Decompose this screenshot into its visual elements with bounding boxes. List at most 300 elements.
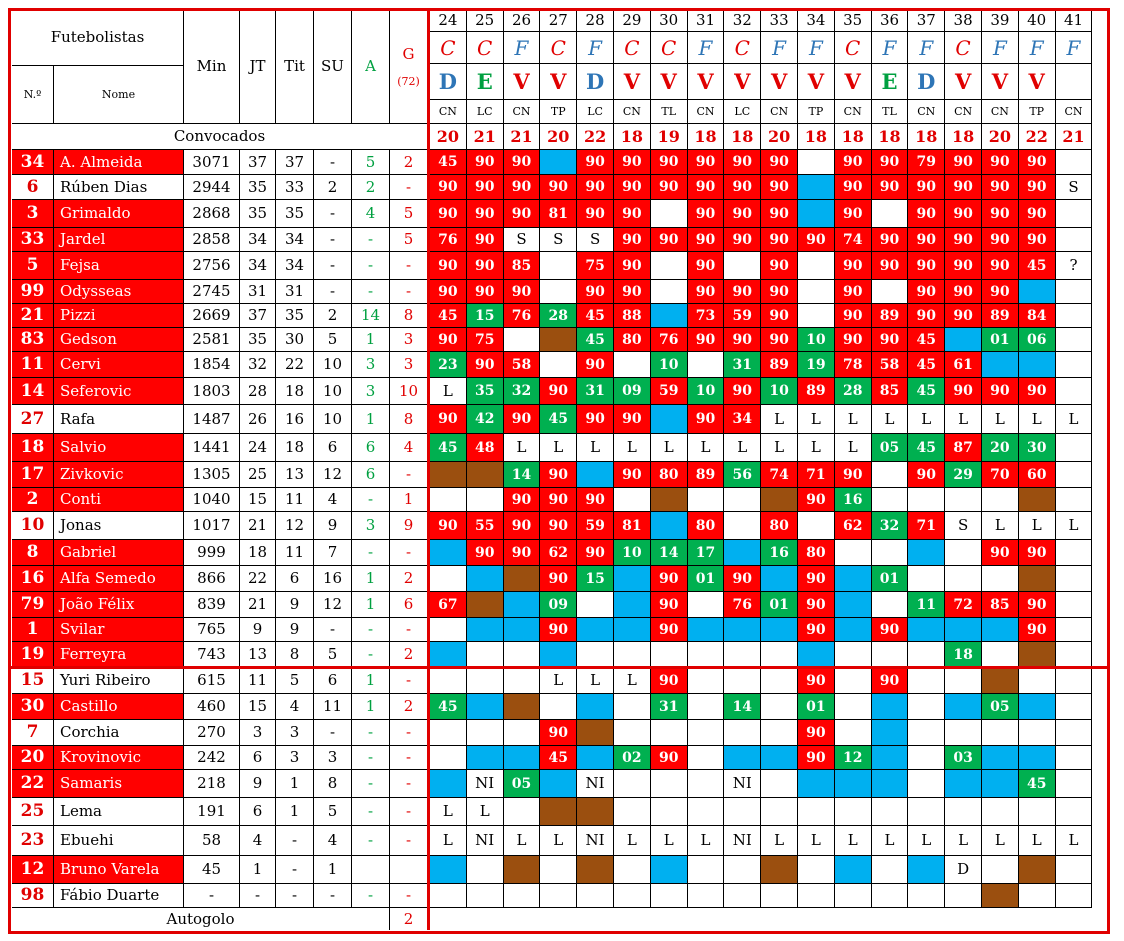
player-name: Alfa Semedo: [54, 566, 184, 592]
match-cell-minutes: 90: [724, 228, 761, 252]
match-cell-minutes-sub: 05: [872, 434, 909, 462]
player-minutes: 3071: [184, 150, 240, 175]
player-starts: 16: [276, 405, 314, 434]
match-cell-minutes: 90: [761, 328, 798, 352]
match-cell-note: L: [945, 826, 982, 856]
player-starts: 11: [276, 540, 314, 566]
player-name: Lema: [54, 798, 184, 826]
match-number: 38: [945, 10, 982, 32]
player-number: 30: [12, 694, 54, 720]
player-name: Conti: [54, 488, 184, 512]
match-cell-minutes: 80: [761, 512, 798, 540]
match-cell-minutes-sub: 45: [908, 378, 945, 405]
match-convocados: 18: [798, 124, 835, 150]
player-number: 11: [12, 352, 54, 378]
player-number: 15: [12, 668, 54, 694]
player-number: 25: [12, 798, 54, 826]
player-number: 21: [12, 304, 54, 328]
match-cell-minutes: 60: [1019, 462, 1056, 488]
header-su: SU: [314, 10, 352, 124]
match-cell-minutes: 90: [577, 200, 614, 228]
match-competition: CN: [614, 100, 651, 124]
match-cell-note: L: [651, 826, 688, 856]
match-competition: TL: [651, 100, 688, 124]
match-cell-minutes: 45: [430, 150, 467, 175]
match-venue: F: [504, 32, 541, 64]
match-cell-minutes-sub: 35: [467, 378, 504, 405]
match-competition: CN: [430, 100, 467, 124]
player-goals: 3: [390, 352, 428, 378]
match-cell-minutes: 90: [1019, 540, 1056, 566]
match-cell-minutes-sub: 10: [651, 352, 688, 378]
match-cell-note: L: [798, 826, 835, 856]
match-cell-minutes: 71: [798, 462, 835, 488]
match-cell-minutes: 90: [798, 566, 835, 592]
player-starts: 18: [276, 378, 314, 405]
match-cell-minutes-sub: 30: [1019, 434, 1056, 462]
match-cell-minutes: 90: [1019, 378, 1056, 405]
player-assists: -: [352, 252, 390, 280]
match-cell-minutes: 45: [908, 328, 945, 352]
match-cell-minutes: 90: [945, 378, 982, 405]
player-name: Salvio: [54, 434, 184, 462]
player-goals: -: [390, 884, 428, 908]
match-cell-minutes: 90: [504, 175, 541, 200]
match-cell-minutes-sub: 01: [872, 566, 909, 592]
match-cell-note: L: [724, 434, 761, 462]
match-cell-minutes: 80: [688, 512, 725, 540]
match-cell-minutes: 90: [614, 175, 651, 200]
match-cell-minutes: 90: [430, 252, 467, 280]
player-games: 35: [240, 328, 276, 352]
player-games: 3: [240, 720, 276, 746]
match-cell-minutes-sub: 17: [688, 540, 725, 566]
match-convocados: 21: [1056, 124, 1093, 150]
player-games: 18: [240, 540, 276, 566]
match-cell-minutes: 90: [467, 150, 504, 175]
match-competition: LC: [724, 100, 761, 124]
match-cell-minutes-sub: 56: [724, 462, 761, 488]
match-cell-note: NI: [724, 826, 761, 856]
player-minutes: 2858: [184, 228, 240, 252]
player-subs: 4: [314, 826, 352, 856]
match-cell-note: L: [982, 512, 1019, 540]
match-cell-note: L: [540, 434, 577, 462]
match-convocados: 22: [577, 124, 614, 150]
player-number: 17: [12, 462, 54, 488]
match-cell-minutes: 90: [1019, 175, 1056, 200]
header-assists: A: [352, 10, 390, 124]
player-goals: 10: [390, 378, 428, 405]
match-cell-minutes: 90: [872, 228, 909, 252]
player-goals: 2: [390, 642, 428, 668]
match-cell-minutes-sub: 31: [724, 352, 761, 378]
match-cell-minutes-sub: 23: [430, 352, 467, 378]
match-cell-minutes-sub: 45: [540, 405, 577, 434]
match-venue: C: [430, 32, 467, 64]
match-cell-note: L: [1056, 405, 1093, 434]
player-subs: 10: [314, 405, 352, 434]
match-venue: C: [945, 32, 982, 64]
match-cell-minutes: 90: [835, 200, 872, 228]
match-result: V: [835, 64, 872, 100]
player-minutes: 1803: [184, 378, 240, 405]
match-cell-minutes: 90: [467, 228, 504, 252]
player-assists: 1: [352, 566, 390, 592]
match-cell-minutes: 74: [835, 228, 872, 252]
player-name: Svilar: [54, 618, 184, 642]
match-cell-minutes: 55: [467, 512, 504, 540]
match-result: V: [651, 64, 688, 100]
match-cell-minutes: 89: [688, 462, 725, 488]
player-number: 6: [12, 175, 54, 200]
match-cell-minutes: 89: [982, 304, 1019, 328]
match-venue: C: [724, 32, 761, 64]
match-cell-minutes: 90: [577, 405, 614, 434]
player-starts: 13: [276, 462, 314, 488]
player-subs: 8: [314, 770, 352, 798]
match-number: 33: [761, 10, 798, 32]
match-cell-minutes: 90: [614, 252, 651, 280]
match-cell-minutes: 67: [430, 592, 467, 618]
match-convocados: 18: [614, 124, 651, 150]
match-cell-minutes-sub: 42: [467, 405, 504, 434]
match-cell-minutes: 78: [835, 352, 872, 378]
player-minutes: 2745: [184, 280, 240, 304]
match-cell-minutes-sub: 06: [1019, 328, 1056, 352]
match-cell-note: L: [540, 668, 577, 694]
player-minutes: 1017: [184, 512, 240, 540]
match-cell-minutes: 76: [430, 228, 467, 252]
match-cell-minutes: 90: [504, 150, 541, 175]
player-assists: 1: [352, 668, 390, 694]
match-number: 39: [982, 10, 1019, 32]
player-assists: 3: [352, 512, 390, 540]
match-number: 30: [651, 10, 688, 32]
player-number: 10: [12, 512, 54, 540]
match-cell-minutes: 90: [688, 280, 725, 304]
player-goals: 2: [390, 694, 428, 720]
player-minutes: 218: [184, 770, 240, 798]
match-cell-note: ?: [1056, 252, 1093, 280]
match-cell-minutes: 90: [688, 228, 725, 252]
player-games: 21: [240, 592, 276, 618]
player-assists: -: [352, 884, 390, 908]
match-cell-minutes: 90: [504, 512, 541, 540]
match-cell-note: L: [614, 434, 651, 462]
player-games: 21: [240, 512, 276, 540]
match-cell-note: NI: [467, 826, 504, 856]
match-cell-minutes: 90: [835, 175, 872, 200]
player-number: 16: [12, 566, 54, 592]
match-cell-minutes: 90: [835, 304, 872, 328]
player-assists: -: [352, 720, 390, 746]
match-cell-minutes: 90: [651, 150, 688, 175]
player-minutes: 242: [184, 746, 240, 770]
player-number: 33: [12, 228, 54, 252]
match-cell-minutes-sub: 03: [945, 746, 982, 770]
player-starts: 30: [276, 328, 314, 352]
player-assists: 1: [352, 328, 390, 352]
match-competition: CN: [945, 100, 982, 124]
match-cell-minutes-sub: 45: [577, 328, 614, 352]
match-cell-minutes: 90: [614, 405, 651, 434]
player-minutes: 2868: [184, 200, 240, 228]
match-cell-minutes: 90: [982, 252, 1019, 280]
autogolo-goals: 2: [390, 908, 428, 930]
match-cell-note: S: [540, 228, 577, 252]
match-competition: CN: [1056, 100, 1093, 124]
match-number: 36: [872, 10, 909, 32]
header-number: N.º: [12, 66, 54, 124]
match-venue: F: [872, 32, 909, 64]
match-result: V: [761, 64, 798, 100]
player-subs: -: [314, 280, 352, 304]
player-starts: -: [276, 826, 314, 856]
player-number: 14: [12, 378, 54, 405]
player-goals: -: [390, 668, 428, 694]
player-minutes: 460: [184, 694, 240, 720]
match-cell-minutes: 90: [467, 252, 504, 280]
player-name: Gabriel: [54, 540, 184, 566]
match-cell-minutes: 90: [945, 252, 982, 280]
match-convocados: 20: [430, 124, 467, 150]
match-cell-minutes-sub: 12: [835, 746, 872, 770]
player-starts: 31: [276, 280, 314, 304]
player-starts: 1: [276, 770, 314, 798]
player-subs: 12: [314, 592, 352, 618]
player-subs: -: [314, 720, 352, 746]
player-goals: -: [390, 618, 428, 642]
match-cell-minutes-sub: 10: [614, 540, 651, 566]
player-minutes: 270: [184, 720, 240, 746]
match-cell-minutes: 90: [798, 668, 835, 694]
match-cell-minutes: 90: [761, 150, 798, 175]
player-assists: -: [352, 280, 390, 304]
player-number: 27: [12, 405, 54, 434]
match-cell-note: NI: [577, 826, 614, 856]
match-cell-note: D: [945, 856, 982, 884]
match-number: 40: [1019, 10, 1056, 32]
player-subs: 3: [314, 746, 352, 770]
match-venue: C: [467, 32, 504, 64]
match-cell-minutes-sub: 14: [651, 540, 688, 566]
player-games: 35: [240, 175, 276, 200]
player-goals: 8: [390, 405, 428, 434]
player-minutes: 2944: [184, 175, 240, 200]
player-minutes: -: [184, 884, 240, 908]
player-minutes: 866: [184, 566, 240, 592]
player-name: Ferreyra: [54, 642, 184, 668]
match-cell-note: L: [835, 405, 872, 434]
match-cell-minutes: 90: [982, 280, 1019, 304]
player-number: 79: [12, 592, 54, 618]
match-cell-minutes: 90: [872, 668, 909, 694]
match-result: D: [908, 64, 945, 100]
match-cell-minutes: 90: [872, 150, 909, 175]
match-competition: TL: [872, 100, 909, 124]
match-cell-minutes: 90: [577, 175, 614, 200]
table-frame: [8, 8, 1110, 934]
match-cell-minutes: 90: [761, 228, 798, 252]
match-cell-minutes: 88: [614, 304, 651, 328]
match-convocados: 20: [540, 124, 577, 150]
player-games: 4: [240, 826, 276, 856]
match-cell-minutes: 80: [798, 540, 835, 566]
player-name: Fejsa: [54, 252, 184, 280]
match-cell-minutes: 45: [1019, 252, 1056, 280]
player-assists: -: [352, 488, 390, 512]
match-cell-minutes: 90: [1019, 228, 1056, 252]
player-number: 98: [12, 884, 54, 908]
match-cell-minutes: 90: [540, 566, 577, 592]
match-cell-minutes: 90: [982, 175, 1019, 200]
player-number: 83: [12, 328, 54, 352]
match-cell-minutes: 80: [651, 462, 688, 488]
player-starts: 22: [276, 352, 314, 378]
match-result: E: [872, 64, 909, 100]
match-cell-minutes: 90: [651, 566, 688, 592]
match-cell-minutes: 90: [504, 405, 541, 434]
match-cell-minutes: 90: [430, 175, 467, 200]
player-subs: -: [314, 150, 352, 175]
match-cell-minutes: 90: [798, 746, 835, 770]
player-starts: 34: [276, 252, 314, 280]
match-cell-note: L: [982, 826, 1019, 856]
match-cell-minutes: 90: [798, 228, 835, 252]
match-cell-minutes: 90: [908, 200, 945, 228]
match-cell-minutes-sub: 20: [982, 434, 1019, 462]
match-cell-minutes: 90: [798, 488, 835, 512]
player-starts: 11: [276, 488, 314, 512]
match-cell-minutes: 90: [872, 175, 909, 200]
player-number: 2: [12, 488, 54, 512]
player-starts: 4: [276, 694, 314, 720]
player-assists: -: [352, 540, 390, 566]
match-result: V: [688, 64, 725, 100]
match-cell-minutes: 90: [982, 150, 1019, 175]
player-number: 5: [12, 252, 54, 280]
player-minutes: 1487: [184, 405, 240, 434]
player-subs: 6: [314, 668, 352, 694]
match-venue: C: [651, 32, 688, 64]
match-cell-note: L: [614, 668, 651, 694]
match-cell-minutes: 90: [982, 200, 1019, 228]
player-name: A. Almeida: [54, 150, 184, 175]
match-cell-minutes: 76: [504, 304, 541, 328]
match-cell-minutes: 61: [945, 352, 982, 378]
header-min: Min: [184, 10, 240, 124]
match-cell-minutes: 85: [504, 252, 541, 280]
match-cell-note: L: [798, 405, 835, 434]
match-cell-minutes-sub: 01: [798, 694, 835, 720]
player-starts: -: [276, 856, 314, 884]
match-cell-minutes: 90: [724, 150, 761, 175]
match-cell-minutes-sub: 15: [577, 566, 614, 592]
match-cell-minutes-sub: 19: [798, 352, 835, 378]
player-goals: 3: [390, 328, 428, 352]
match-cell-minutes: 90: [577, 352, 614, 378]
match-number: 31: [688, 10, 725, 32]
match-cell-minutes-sub: 18: [945, 642, 982, 668]
player-goals: 6: [390, 592, 428, 618]
player-number: 20: [12, 746, 54, 770]
match-cell-minutes: 90: [577, 280, 614, 304]
match-cell-note: S: [577, 228, 614, 252]
match-cell-minutes: 90: [1019, 618, 1056, 642]
match-cell-minutes: 90: [651, 175, 688, 200]
match-cell-minutes: 75: [577, 252, 614, 280]
match-cell-note: L: [430, 378, 467, 405]
match-cell-note: L: [761, 405, 798, 434]
match-cell-minutes: 59: [651, 378, 688, 405]
match-cell-minutes-sub: 31: [651, 694, 688, 720]
match-cell-minutes: 90: [945, 150, 982, 175]
match-competition: CN: [504, 100, 541, 124]
match-cell-note: S: [945, 512, 982, 540]
player-number: 99: [12, 280, 54, 304]
player-minutes: 2581: [184, 328, 240, 352]
match-cell-minutes: 90: [430, 512, 467, 540]
player-name: Pizzi: [54, 304, 184, 328]
match-number: 26: [504, 10, 541, 32]
match-venue: F: [798, 32, 835, 64]
match-cell-minutes: 90: [908, 304, 945, 328]
match-cell-minutes: 90: [945, 175, 982, 200]
match-cell-minutes: 90: [724, 328, 761, 352]
player-subs: -: [314, 200, 352, 228]
header-goals-total: (72): [397, 74, 420, 88]
match-convocados: 20: [761, 124, 798, 150]
match-number: 32: [724, 10, 761, 32]
player-name: Odysseas: [54, 280, 184, 304]
player-minutes: 1040: [184, 488, 240, 512]
match-cell-note: L: [614, 826, 651, 856]
match-cell-minutes-sub: 45: [1019, 770, 1056, 798]
match-number: 29: [614, 10, 651, 32]
match-cell-minutes: 90: [798, 618, 835, 642]
player-minutes: 45: [184, 856, 240, 884]
match-cell-minutes-sub: 29: [945, 462, 982, 488]
match-competition: LC: [577, 100, 614, 124]
match-cell-minutes: 90: [651, 618, 688, 642]
match-cell-minutes: 90: [835, 280, 872, 304]
match-cell-minutes: 90: [577, 150, 614, 175]
match-cell-minutes-sub: 45: [430, 694, 467, 720]
match-cell-minutes: 90: [908, 462, 945, 488]
match-cell-minutes: 90: [688, 252, 725, 280]
match-cell-minutes: 90: [724, 200, 761, 228]
match-cell-minutes: 90: [430, 328, 467, 352]
match-cell-minutes: 90: [945, 200, 982, 228]
match-cell-note: L: [1019, 405, 1056, 434]
match-cell-minutes: 90: [761, 175, 798, 200]
match-cell-note: L: [908, 405, 945, 434]
match-cell-minutes-sub: 16: [761, 540, 798, 566]
player-minutes: 999: [184, 540, 240, 566]
player-goals: 2: [390, 150, 428, 175]
match-venue: C: [835, 32, 872, 64]
player-assists: -: [352, 618, 390, 642]
match-cell-minutes: 90: [835, 328, 872, 352]
match-cell-minutes-sub: 05: [504, 770, 541, 798]
player-name: Ebuehi: [54, 826, 184, 856]
match-cell-minutes: 90: [835, 462, 872, 488]
player-subs: 1: [314, 856, 352, 884]
player-goals: -: [390, 798, 428, 826]
player-starts: 1: [276, 798, 314, 826]
match-cell-note: S: [504, 228, 541, 252]
